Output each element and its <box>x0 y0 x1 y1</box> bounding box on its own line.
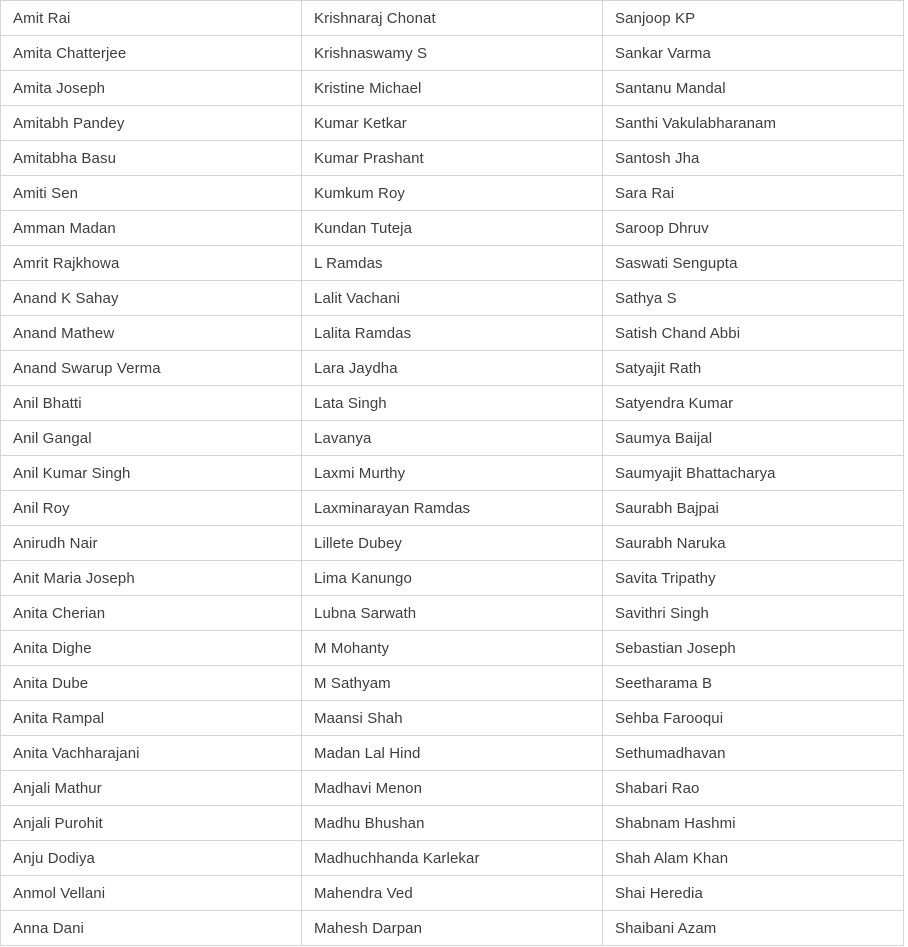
name-cell: Santanu Mandal <box>602 70 904 106</box>
name-cell: Lalit Vachani <box>301 280 603 316</box>
name-cell: Satyendra Kumar <box>602 385 904 421</box>
name-cell: Seetharama B <box>602 665 904 701</box>
name-cell: Sanjoop KP <box>602 0 904 36</box>
name-cell: Anita Dighe <box>0 630 302 666</box>
name-cell: Anil Bhatti <box>0 385 302 421</box>
name-cell: Mahesh Darpan <box>301 910 603 946</box>
name-cell: Shabari Rao <box>602 770 904 806</box>
name-column-1 <box>0 0 302 946</box>
name-cell: Anjali Purohit <box>0 805 302 841</box>
name-cell: Amiti Sen <box>0 175 302 211</box>
name-cell: Kristine Michael <box>301 70 603 106</box>
name-cell: Satish Chand Abbi <box>602 315 904 351</box>
name-cell: Madan Lal Hind <box>301 735 603 771</box>
name-cell: Anil Kumar Singh <box>0 455 302 491</box>
name-cell: Amrit Rajkhowa <box>0 245 302 281</box>
name-cell: Krishnaraj Chonat <box>301 0 603 36</box>
name-cell: Santosh Jha <box>602 140 904 176</box>
name-cell: Lara Jaydha <box>301 350 603 386</box>
name-cell: Amitabh Pandey <box>0 105 302 141</box>
name-cell: Anju Dodiya <box>0 840 302 876</box>
name-cell: Anirudh Nair <box>0 525 302 561</box>
name-cell: Anand Swarup Verma <box>0 350 302 386</box>
name-cell: Sathya S <box>602 280 904 316</box>
name-cell: Lima Kanungo <box>301 560 603 596</box>
name-cell: Lata Singh <box>301 385 603 421</box>
name-cell: Anand K Sahay <box>0 280 302 316</box>
name-cell: Anmol Vellani <box>0 875 302 911</box>
name-cell: Anit Maria Joseph <box>0 560 302 596</box>
name-cell: Krishnaswamy S <box>301 35 603 71</box>
name-cell: Saroop Dhruv <box>602 210 904 246</box>
name-cell: Savithri Singh <box>602 595 904 631</box>
name-cell: Anita Cherian <box>0 595 302 631</box>
name-cell: Sankar Varma <box>602 35 904 71</box>
name-cell: Mahendra Ved <box>301 875 603 911</box>
name-cell: Saumyajit Bhattacharya <box>602 455 904 491</box>
name-cell: Sara Rai <box>602 175 904 211</box>
name-cell: Laxmi Murthy <box>301 455 603 491</box>
name-cell: Anita Rampal <box>0 700 302 736</box>
name-cell: Madhavi Menon <box>301 770 603 806</box>
name-cell: Shah Alam Khan <box>602 840 904 876</box>
name-cell: Anil Roy <box>0 490 302 526</box>
name-cell: Saswati Sengupta <box>602 245 904 281</box>
name-cell: Anita Vachharajani <box>0 735 302 771</box>
name-cell: Lalita Ramdas <box>301 315 603 351</box>
name-cell: Saurabh Bajpai <box>602 490 904 526</box>
name-cell: Satyajit Rath <box>602 350 904 386</box>
name-cell: Savita Tripathy <box>602 560 904 596</box>
name-cell: Lavanya <box>301 420 603 456</box>
name-cell: Madhuchhanda Karlekar <box>301 840 603 876</box>
name-cell: L Ramdas <box>301 245 603 281</box>
name-cell: Amit Rai <box>0 0 302 36</box>
name-cell: Shaibani Azam <box>602 910 904 946</box>
name-cell: Lillete Dubey <box>301 525 603 561</box>
name-cell: Shai Heredia <box>602 875 904 911</box>
name-cell: Sehba Farooqui <box>602 700 904 736</box>
name-cell: Madhu Bhushan <box>301 805 603 841</box>
name-cell: M Sathyam <box>301 665 603 701</box>
name-column-2 <box>301 0 603 946</box>
name-cell: Kumar Prashant <box>301 140 603 176</box>
name-cell: Santhi Vakulabharanam <box>602 105 904 141</box>
name-column-3 <box>602 0 904 946</box>
name-cell: Anita Dube <box>0 665 302 701</box>
name-cell: Anjali Mathur <box>0 770 302 806</box>
name-cell: Amita Joseph <box>0 70 302 106</box>
name-cell: Amitabha Basu <box>0 140 302 176</box>
name-cell: Lubna Sarwath <box>301 595 603 631</box>
name-cell: Laxminarayan Ramdas <box>301 490 603 526</box>
name-cell: Sebastian Joseph <box>602 630 904 666</box>
name-cell: Maansi Shah <box>301 700 603 736</box>
name-cell: Amita Chatterjee <box>0 35 302 71</box>
name-cell: Amman Madan <box>0 210 302 246</box>
name-cell: Kumkum Roy <box>301 175 603 211</box>
name-cell: Sethumadhavan <box>602 735 904 771</box>
name-cell: Saurabh Naruka <box>602 525 904 561</box>
name-cell: Anil Gangal <box>0 420 302 456</box>
name-cell: Kumar Ketkar <box>301 105 603 141</box>
name-cell: Anand Mathew <box>0 315 302 351</box>
name-cell: Anna Dani <box>0 910 302 946</box>
name-cell: Saumya Baijal <box>602 420 904 456</box>
name-cell: Shabnam Hashmi <box>602 805 904 841</box>
name-cell: M Mohanty <box>301 630 603 666</box>
name-cell: Kundan Tuteja <box>301 210 603 246</box>
